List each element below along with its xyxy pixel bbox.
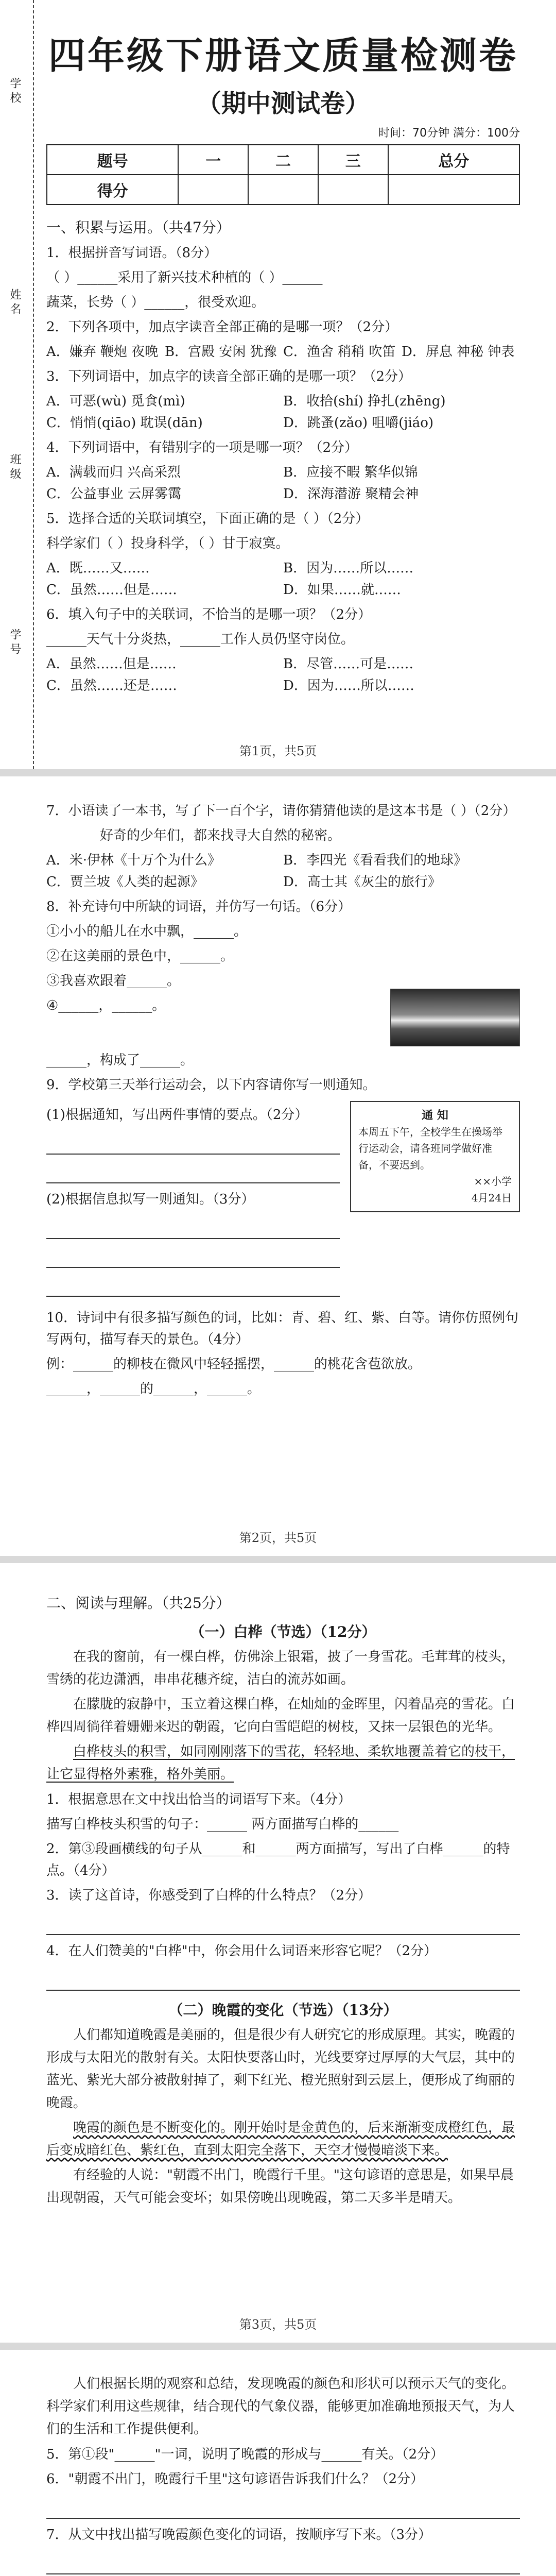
- name-label: 姓名: [8, 289, 21, 317]
- score-cell[interactable]: [178, 175, 248, 205]
- answer-line[interactable]: 例：______的柳枝在微风中轻轻摇摆，______的桃花含苞欲放。: [46, 1357, 422, 1372]
- question: 4．在人们赞美的"白桦"中，你会用什么词语来形容它呢？（2分）: [46, 1943, 438, 1959]
- question-text: ______天气十分炎热，______工作人员仍坚守岗位。: [46, 632, 355, 647]
- score-cell[interactable]: [318, 175, 388, 205]
- option[interactable]: D．高士其《灰尘的旅行》: [283, 874, 441, 890]
- question: 4．下列词语中，有错别字的一项是哪一项？（2分）: [46, 440, 358, 455]
- answer-line[interactable]: [46, 1967, 520, 1991]
- question-text: 好奇的少年们，都来找寻大自然的秘密。: [100, 828, 341, 843]
- answer-line[interactable]: 描写白桦枝头积雪的句子：______ 两方面描写白桦的______: [46, 1817, 399, 1832]
- exam-meta: 时间：70分钟 满分：100分: [378, 127, 520, 140]
- answer-line[interactable]: [46, 2495, 520, 2519]
- answer-line[interactable]: [46, 1273, 340, 1297]
- notice-title: 通 知: [422, 1109, 448, 1122]
- score-header-cell: 二: [248, 145, 318, 175]
- question: 1．根据拼音写词语。（8分）: [46, 245, 218, 261]
- class-label: 班级: [8, 453, 21, 482]
- notice-box: [350, 1101, 520, 1212]
- page-2: [0, 776, 556, 1563]
- answer-line[interactable]: [46, 1244, 340, 1268]
- section-heading: 一、积累与运用。（共47分）: [46, 219, 231, 236]
- answer-line[interactable]: ______，构成了______。: [46, 1053, 194, 1068]
- option[interactable]: D．屏息 神秘 钟表: [402, 344, 515, 360]
- score-cell[interactable]: [388, 175, 519, 205]
- options: [46, 462, 520, 505]
- option[interactable]: A．米·伊林《十万个为什么》: [46, 853, 221, 868]
- score-header-cell: 总分: [388, 145, 519, 175]
- option[interactable]: B．李四光《看看我们的地球》: [283, 853, 467, 868]
- question: 6．"朝霞不出门，晚霞行千里"这句谚语告诉我们什么？（2分）: [46, 2471, 424, 2487]
- option[interactable]: A．嫌弃 鞭炮 夜晚: [46, 344, 159, 360]
- page-title: 四年级下册语文质量检测卷: [48, 33, 518, 77]
- score-cell[interactable]: [248, 175, 318, 205]
- answer-line[interactable]: [46, 1911, 520, 1935]
- answer-line[interactable]: [46, 1160, 340, 1183]
- passage-paragraph: 白桦枝头的积雪，如同刚刚落下的雪花，轻轻地、柔软地覆盖着它的枝干，让它显得格外素雅，格外美丽。: [46, 1744, 515, 1782]
- option[interactable]: A．既……又……: [46, 561, 150, 576]
- option[interactable]: B．宫殿 安闲 犹豫: [165, 344, 277, 360]
- option[interactable]: C．虽然……还是……: [46, 678, 177, 693]
- options: [46, 850, 520, 893]
- passage-paragraph: 晚霞的颜色是不断变化的。刚开始时是金黄色的，后来渐渐变成橙红色，最后变成暗红色、紫红色，直到太阳完全落下，天空才慢慢暗淡下来。: [46, 2120, 515, 2158]
- question: 5．第①段"______"一词，说明了晚霞的形成与______有关。（2分）: [46, 2447, 444, 2462]
- question: 7．从文中找出描写晚霞颜色变化的词语，按顺序写下来。（3分）: [46, 2527, 432, 2543]
- option[interactable]: D．因为……所以……: [283, 678, 414, 693]
- question-text: 蔬菜，长势（ ）______，很受欢迎。: [46, 295, 265, 310]
- score-table: [46, 144, 520, 205]
- options: [46, 341, 520, 363]
- section-heading: 二、阅读与理解。（共25分）: [46, 1595, 231, 1612]
- school-label: 学校: [8, 77, 21, 106]
- question: 7．小语读了一本书，写了下一百个字，请你猜猜他读的是这本书是（ ）（2分）: [46, 803, 516, 819]
- options: [46, 391, 520, 434]
- question-sub: (2)根据信息拟写一则通知。（3分）: [46, 1192, 255, 1207]
- question: 1．根据意思在文中找出恰当的词语写下来。（4分）: [46, 1792, 352, 1807]
- option[interactable]: C．渔舍 稍稍 吹笛: [283, 344, 396, 360]
- page-3: [0, 1563, 556, 2350]
- notice-date: 4月24日: [471, 1192, 512, 1204]
- options: [46, 653, 520, 697]
- answer-line[interactable]: ______，______的______，______。: [46, 1381, 261, 1397]
- option[interactable]: B．尽管……可是……: [283, 656, 414, 672]
- score-header-cell: 一: [178, 145, 248, 175]
- score-row-label: 得分: [47, 175, 178, 205]
- option[interactable]: D．如果……就……: [283, 582, 401, 598]
- page-footer: 第1页，共5页: [239, 744, 317, 758]
- question: 3．下列词语中，加点字的读音全部正确的是哪一项？（2分）: [46, 369, 412, 384]
- option[interactable]: B．收拾(shí) 挣扎(zhēng): [283, 394, 446, 409]
- option[interactable]: A．虽然……但是……: [46, 656, 177, 672]
- question: 8．补充诗句中所缺的词语，并仿写一句话。（6分）: [46, 899, 352, 914]
- answer-line[interactable]: [46, 1215, 340, 1239]
- options: [46, 557, 520, 601]
- page-subtitle: （期中测试卷）: [196, 89, 370, 118]
- option[interactable]: A．满载而归 兴高采烈: [46, 465, 181, 480]
- question-text: （ ）______采用了新兴技术种植的（ ）______: [46, 270, 323, 285]
- passage-title: （一）白桦（节选）（12分）: [190, 1623, 376, 1640]
- option[interactable]: D．跳蚤(zǎo) 咀嚼(jiáo): [283, 415, 434, 431]
- option[interactable]: D．深海潜游 聚精会神: [283, 486, 419, 502]
- passage-paragraph: 人们根据长期的观察和总结，发现晚霞的颜色和形状可以预示天气的变化。科学家们利用这些规律，结合现代的气象仪器，能够更加准确地预报天气，为人们的生活和工作提供便利。: [46, 2376, 515, 2437]
- page-1: [0, 0, 556, 776]
- answer-line[interactable]: ④______，______。: [46, 998, 166, 1013]
- answer-line[interactable]: ②在这美丽的景色中，______。: [46, 948, 234, 964]
- passage-paragraph: 有经验的人说："朝霞不出门，晚霞行千里。"这句谚语的意思是，如果早晨出现朝霞，天气可能会变坏；如果傍晚出现晚霞，第二天多半是晴天。: [46, 2167, 514, 2206]
- question-sub: (1)根据通知，写出两件事情的要点。（2分）: [46, 1107, 308, 1123]
- option[interactable]: A．可恶(wù) 觅食(mì): [46, 394, 185, 409]
- option[interactable]: C．悄悄(qiāo) 耽误(dān): [46, 415, 203, 431]
- option[interactable]: C．虽然……但是……: [46, 582, 177, 598]
- sunset-photo: [390, 989, 520, 1046]
- question: 2．第③段画横线的句子从______和______两方面描写，写出了白桦______的特点。（4分）: [46, 1841, 510, 1878]
- page-4: [0, 2350, 556, 2576]
- passage-title: （二）晚霞的变化（节选）（13分）: [168, 2002, 398, 2019]
- answer-line[interactable]: [46, 2551, 520, 2574]
- question: 5．选择合适的关联词填空，下面正确的是（ ）（2分）: [46, 511, 369, 527]
- passage-paragraph: 在朦胧的寂静中，玉立着这棵白桦，在灿灿的金晖里，闪着晶亮的雪花。白桦四周徜徉着姗姗来迟的朝霞，它向白雪皑皑的树枝，又抹一层银色的光华。: [46, 1697, 515, 1735]
- question-text: 科学家们（ ）投身科学，（ ）甘于寂寞。: [46, 536, 289, 551]
- option[interactable]: B．应接不暇 繁华似锦: [283, 465, 418, 480]
- notice-answer-area: [46, 1101, 340, 1302]
- passage-paragraph: 人们都知道晚霞是美丽的，但是很少有人研究它的形成原理。其实，晚霞的形成与太阳光的散射有关。太阳快要落山时，光线要穿过厚厚的大气层，其中的蓝光、紫光大部分被散射掉了，剩下红光、橙光照射到云层上，便形成了绚丽的晚霞。: [46, 2027, 515, 2111]
- page-footer: 第2页，共5页: [239, 1531, 317, 1545]
- passage-paragraph: 在我的窗前，有一棵白桦，仿佛涂上银霜，披了一身雪花。毛茸茸的枝头，雪绣的花边潇洒，串串花穗齐绽，洁白的流苏如画。: [46, 1649, 515, 1687]
- question: 3．读了这首诗，你感受到了白桦的什么特点？（2分）: [46, 1888, 372, 1903]
- notice-signature: ××小学: [474, 1175, 512, 1188]
- option[interactable]: C．公益事业 云屏雾霭: [46, 486, 182, 502]
- binding-margin: [0, 0, 34, 769]
- score-header-cell: 三: [318, 145, 388, 175]
- question: 9．学校第三天举行运动会，以下内容请你写一则通知。: [46, 1077, 376, 1093]
- notice-area: [46, 1101, 520, 1302]
- answer-line[interactable]: ③我喜欢跟着______。: [46, 973, 181, 989]
- student-id-label: 学号: [8, 629, 21, 657]
- question: 10．诗词中有很多描写颜色的词，比如：青、碧、红、紫、白等。请你仿照例句写两句，描写春天的景色。（4分）: [46, 1310, 519, 1347]
- answer-line[interactable]: ①小小的船儿在水中飘，______。: [46, 924, 248, 939]
- notice-body: 本周五下午，全校学生在操场举行运动会，请各班同学做好准备，不要迟到。: [358, 1126, 502, 1171]
- score-header-cell: 题号: [47, 145, 178, 175]
- answer-line[interactable]: [46, 1131, 340, 1155]
- question: 6．填入句子中的关联词，不恰当的是哪一项？（2分）: [46, 607, 372, 622]
- page-footer: 第3页，共5页: [239, 2317, 317, 2332]
- question: 2．下列各项中，加点字读音全部正确的是哪一项？（2分）: [46, 319, 398, 335]
- option[interactable]: C．贾兰坡《人类的起源》: [46, 874, 204, 890]
- option[interactable]: B．因为……所以……: [283, 561, 414, 576]
